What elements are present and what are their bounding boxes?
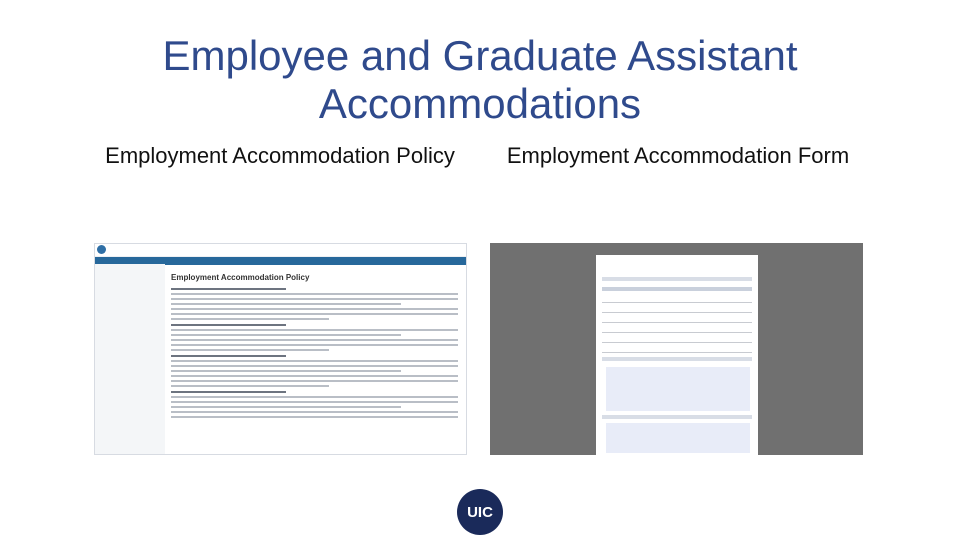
slide-title: Employee and Graduate Assistant Accommodations xyxy=(162,32,798,127)
policy-site-header xyxy=(95,244,466,257)
policy-sidebar xyxy=(95,264,165,455)
policy-screenshot xyxy=(94,243,467,455)
form-page xyxy=(596,255,758,455)
uic-logo: UIC xyxy=(457,489,503,535)
form-screenshot xyxy=(490,243,863,455)
site-logo-icon xyxy=(97,245,106,254)
policy-body-text xyxy=(171,284,458,421)
policy-heading: Employment Accommodation Policy xyxy=(105,143,455,168)
form-heading: Employment Accommodation Form xyxy=(506,143,850,168)
policy-page-heading: Employment Accommodation Policy xyxy=(171,273,310,282)
